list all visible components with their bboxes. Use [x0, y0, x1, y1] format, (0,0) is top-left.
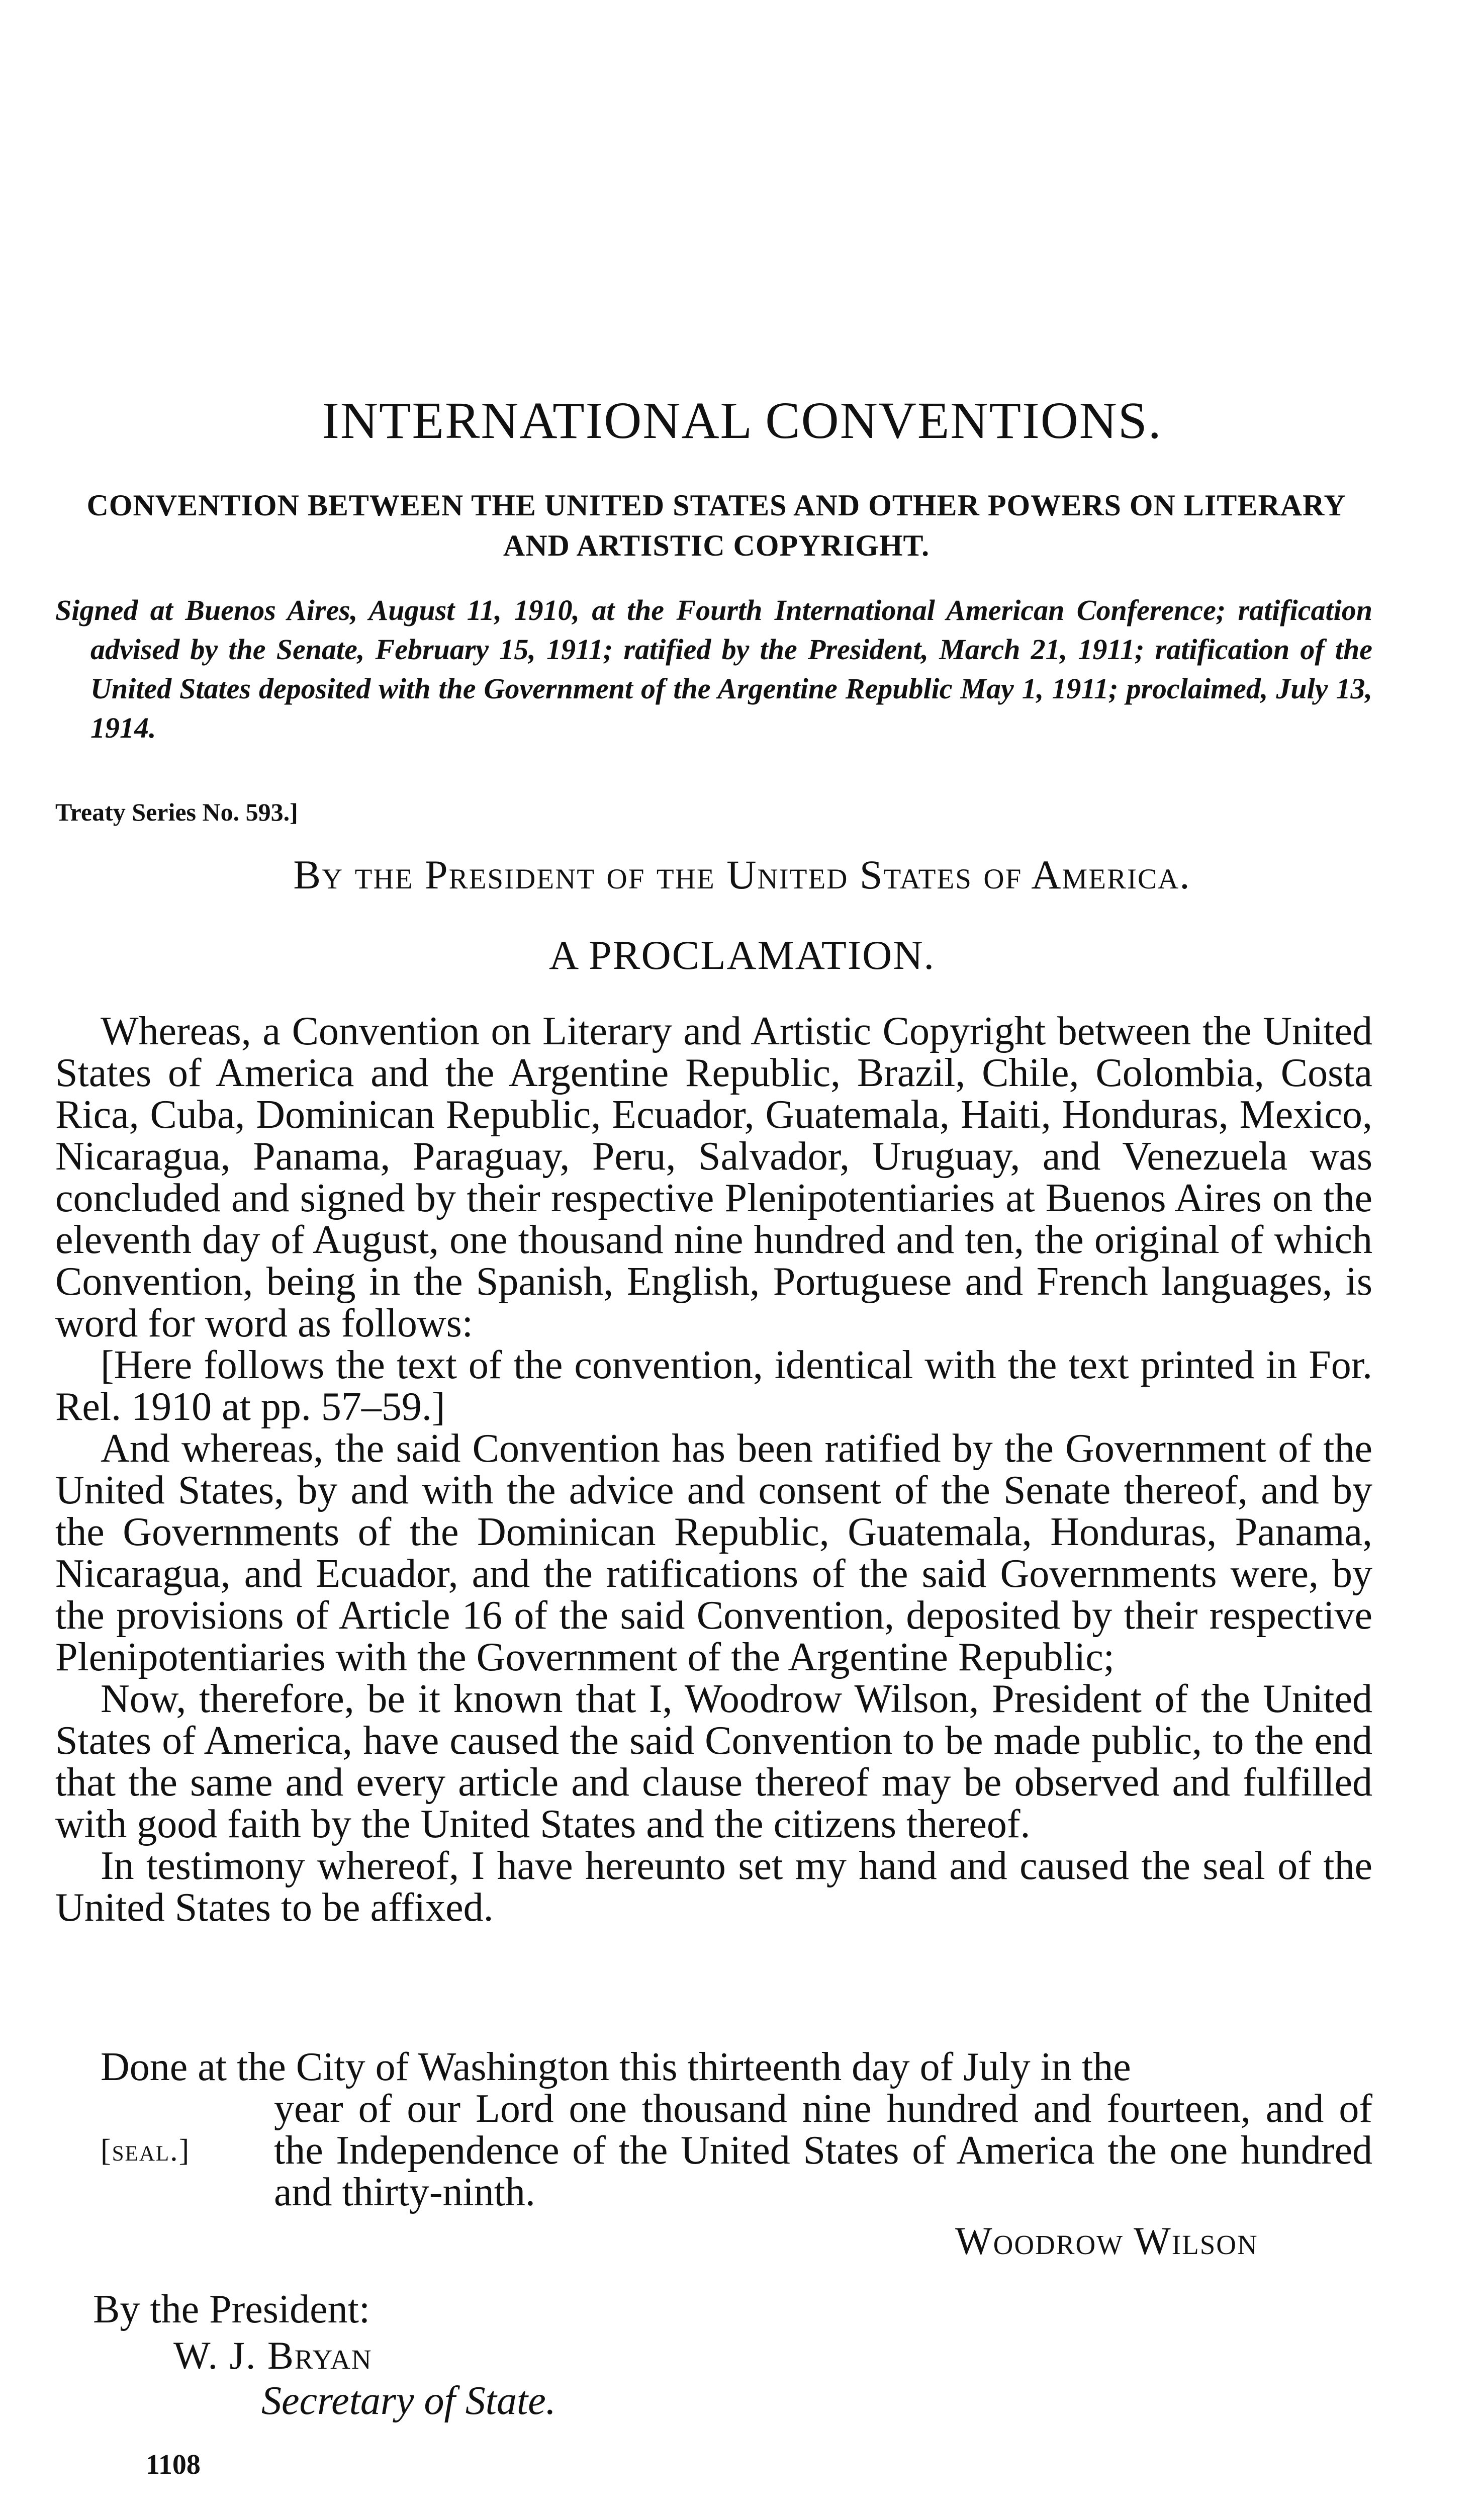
- secretary-title: Secretary of State.: [261, 2379, 556, 2423]
- paragraph-and-whereas: And whereas, the said Convention has been ratified by the Government of the United States, by and with the advice and consent of the Senate thereof, and by the Governments of the Dominican Republic, Guatemala, Honduras, Panama, Nicaragua, and Ecuador, and the ratifications of the said Governments were, by the provisions of Article 16 of the said Convention, deposited by their respective Plenipotentiaries with the Government of the Argentine Republic;: [55, 1426, 1372, 1679]
- done-rest-content: year of our Lord one thousand nine hundred and fourteen, and of the Independence of the United States of America the one hundred and thirty-ninth.: [274, 2087, 1372, 2214]
- president-signature: Woodrow Wilson: [955, 2219, 1258, 2263]
- paragraph-now-therefore: Now, therefore, be it known that I, Woodrow Wilson, President of the United States of America, have caused the said Convention to be made public, to the end that the same and every article and clause thereof may be observed and fulfilled with good faith by the United States and the citizens thereof.: [55, 1677, 1372, 1846]
- paragraph-in-testimony: In testimony whereof, I have hereunto set my hand and caused the seal of the United States to be affixed.: [55, 1844, 1372, 1930]
- page-title: INTERNATIONAL CONVENTIONS.: [322, 392, 1162, 450]
- done-at-block: [55, 2046, 1372, 2213]
- page-number: 1108: [146, 2449, 201, 2480]
- convention-heading: CONVENTION BETWEEN THE UNITED STATES AND OTHER POWERS ON LITERARY AND ARTISTIC COPYRIGHT.: [86, 489, 1346, 562]
- proclamation-body: [55, 1011, 1372, 1929]
- proclamation-heading: A PROCLAMATION.: [548, 932, 936, 978]
- paragraph-here-follows: [Here follows the text of the convention, identical with the text printed in For. Rel. 1910 at pp. 57–59.]: [55, 1343, 1372, 1429]
- paragraph-whereas: Whereas, a Convention on Literary and Artistic Copyright between the United States of America and the Argentine Republic, Brazil, Chile, Colombia, Costa Rica, Cuba, Dominican Republic, Ecuador, Guatemala, Haiti, Honduras, Mexico, Nicaragua, Panama, Paraguay, Peru, Salvador, Uruguay, and Venezuela was concluded and signed by their respective Plenipotentiaries at Buenos Aires on the eleventh day of August, one thousand nine hundred and ten, the original of which Convention, being in the Spanish, English, Portuguese and French languages, is word for word as follows:: [55, 1009, 1372, 1345]
- treaty-series-label: Treaty Series No. 593.]: [55, 798, 298, 826]
- by-the-president-line: By the President:: [93, 2287, 370, 2331]
- done-first-line: Done at the City of Washington this thirteenth day of July in the: [101, 2045, 1131, 2089]
- done-rest-text: [101, 2087, 1372, 2214]
- signed-note: Signed at Buenos Aires, August 11, 1910, at the Fourth International American Conference; ratification advised by the Senate, February 15, 1911; ratified by the President, March 21, 1911; ratification of the United States deposited with the Government of the Argentine Republic May 1, 1911; proclaimed, July 13, 1914.: [55, 594, 1372, 744]
- seal-mark: [seal.]: [101, 2133, 191, 2168]
- by-president-heading: By the President of the United States of America.: [293, 852, 1191, 897]
- secretary-name: W. J. Bryan: [173, 2333, 373, 2377]
